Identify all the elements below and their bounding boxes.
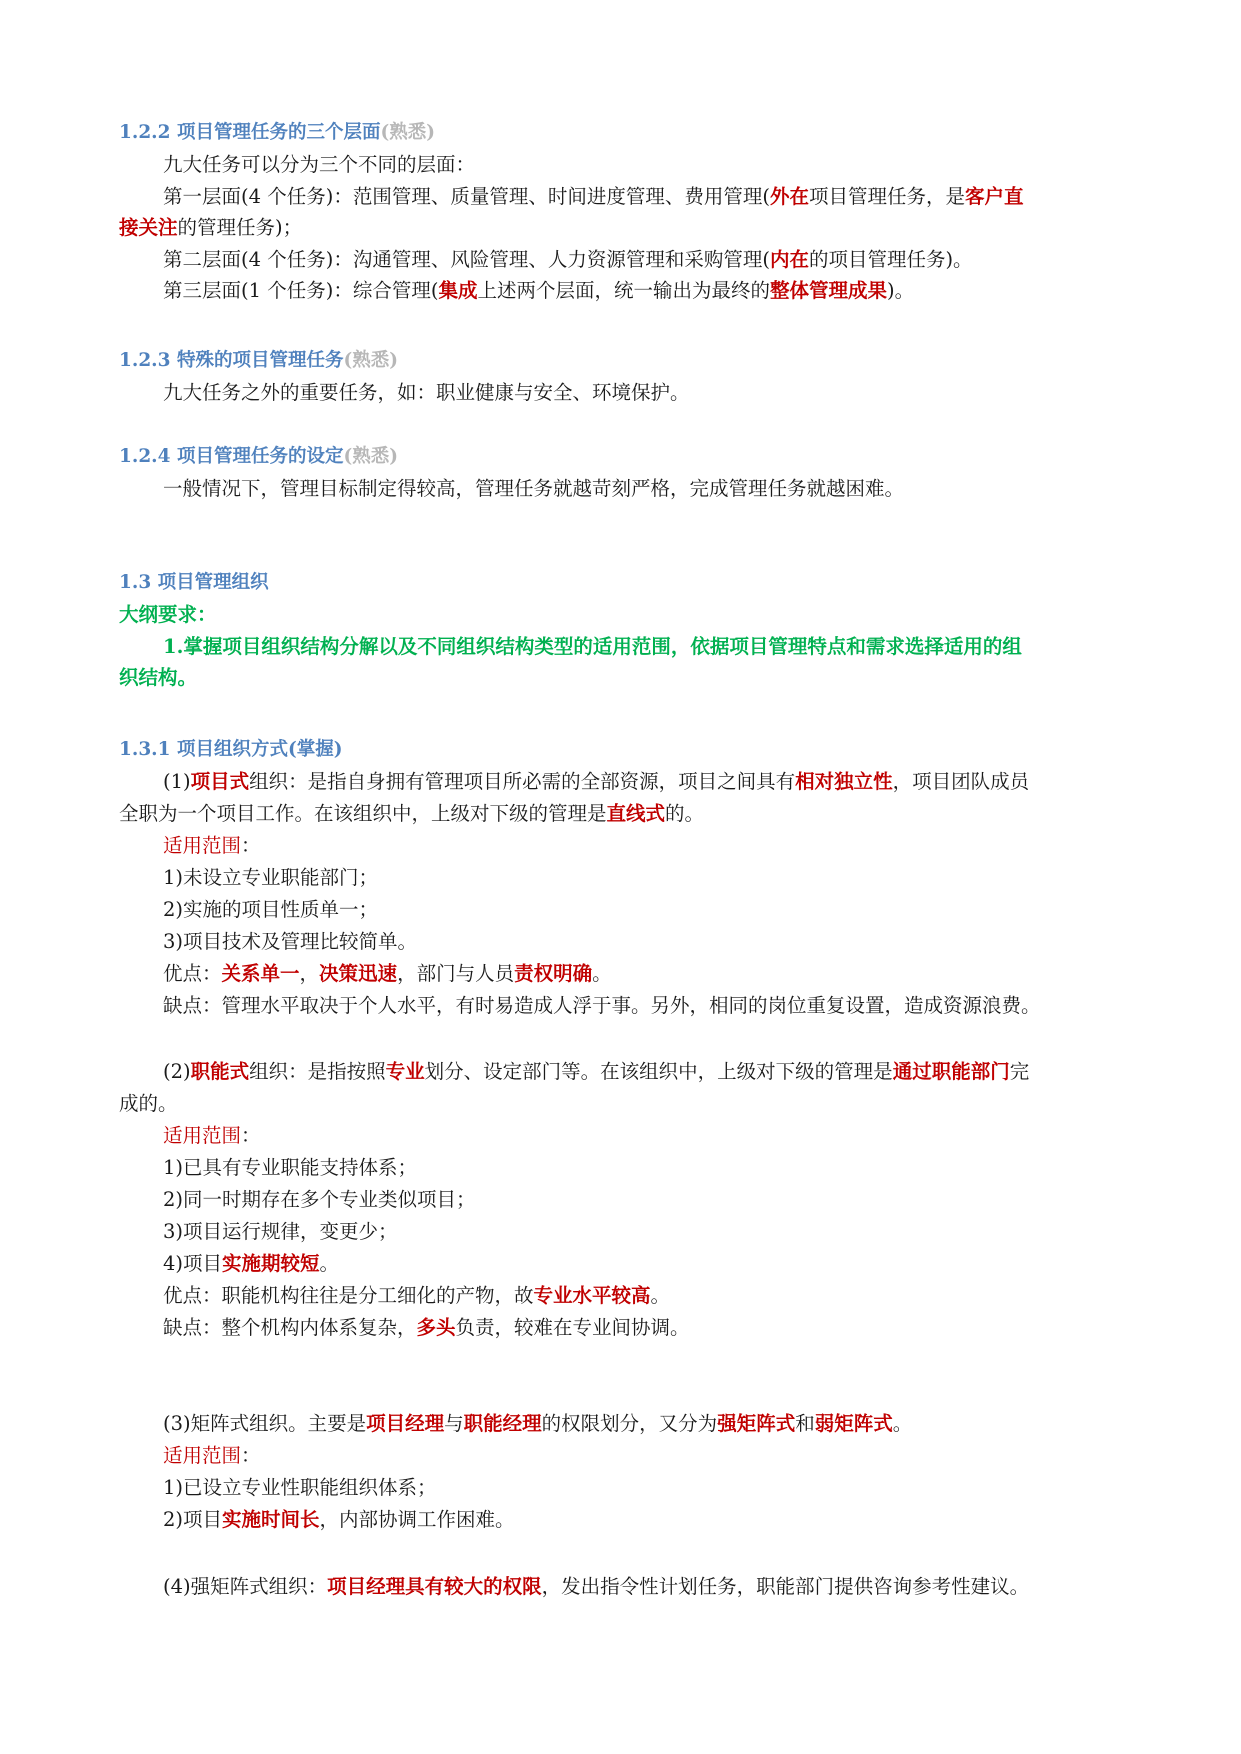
outline-requirement: 织结构。: [119, 666, 198, 689]
list-item: 2)实施的项目性质单一；: [163, 898, 379, 921]
section-heading-1-2-4: 1.2.4 项目管理任务的设定(熟悉): [119, 446, 398, 467]
scope-label: 适用范围：: [163, 834, 261, 857]
list-item: 3)项目技术及管理比较简单。: [163, 930, 418, 953]
paragraph: (2)职能式组织：是指按照专业划分、设定部门等。在该组织中，上级对下级的管理是通过职能部门完: [163, 1060, 1030, 1083]
paragraph: (1)项目式组织：是指自身拥有管理项目所必需的全部资源，项目之间具有相对独立性，项目团队成员: [163, 770, 1030, 793]
section-heading-1-2-3: 1.2.3 特殊的项目管理任务(熟悉): [119, 350, 398, 371]
scope-label: 适用范围：: [163, 1124, 261, 1147]
level-tag: (熟悉): [343, 350, 398, 371]
section-heading-1-3-1: 1.3.1 项目组织方式(掌握): [119, 739, 343, 760]
paragraph: (3)矩阵式组织。主要是项目经理与职能经理的权限划分，又分为强矩阵式和弱矩阵式。: [163, 1412, 913, 1435]
list-item: 4)项目实施期较短。: [163, 1252, 340, 1275]
paragraph: 接关注的管理任务)；: [119, 216, 303, 239]
level-tag: (掌握): [287, 739, 343, 760]
advantages: 优点：职能机构往往是分工细化的产物，故专业水平较高。: [163, 1284, 671, 1307]
paragraph: 成的。: [119, 1092, 178, 1115]
disadvantages: 缺点：整个机构内体系复杂，多头负责，较难在专业间协调。: [163, 1316, 690, 1339]
paragraph: 第三层面(1 个任务)：综合管理(集成上述两个层面，统一输出为最终的整体管理成果)。: [163, 279, 915, 302]
level-tag: (熟悉): [343, 446, 398, 467]
paragraph: 全职为一个项目工作。在该组织中，上级对下级的管理是直线式的。: [119, 802, 705, 825]
paragraph: 第一层面(4 个任务)：范围管理、质量管理、时间进度管理、费用管理(外在项目管理任务，是客户直: [163, 185, 1024, 208]
disadvantages: 缺点：管理水平取决于个人水平，有时易造成人浮于事。另外，相同的岗位重复设置，造成资源浪费。: [163, 994, 1041, 1017]
section-heading-1-2-2: 1.2.2 项目管理任务的三个层面(熟悉): [119, 122, 435, 143]
list-item: 2)项目实施时间长，内部协调工作困难。: [163, 1508, 515, 1531]
paragraph: 第二层面(4 个任务)：沟通管理、风险管理、人力资源管理和采购管理(内在的项目管理任务)。: [163, 248, 973, 271]
level-tag: (熟悉): [380, 122, 435, 143]
paragraph: (4)强矩阵式组织：项目经理具有较大的权限，发出指令性计划任务，职能部门提供咨询参考性建议。: [163, 1575, 1030, 1598]
list-item: 3)项目运行规律，变更少；: [163, 1220, 398, 1243]
scope-label: 适用范围：: [163, 1444, 261, 1467]
outline-requirement: 1.掌握项目组织结构分解以及不同组织结构类型的适用范围，依据项目管理特点和需求选择适用的组: [163, 635, 1022, 658]
list-item: 1)已设立专业性职能组织体系；: [163, 1476, 437, 1499]
advantages: 优点：关系单一，决策迅速，部门与人员责权明确。: [163, 962, 612, 985]
paragraph: 九大任务之外的重要任务，如：职业健康与安全、环境保护。: [163, 381, 690, 404]
outline-requirement-label: 大纲要求：: [119, 603, 217, 626]
list-item: 1)未设立专业职能部门；: [163, 866, 379, 889]
paragraph: 一般情况下，管理目标制定得较高，管理任务就越苛刻严格，完成管理任务就越困难。: [163, 477, 905, 500]
list-item: 1)已具有专业职能支持体系；: [163, 1156, 418, 1179]
paragraph: 九大任务可以分为三个不同的层面：: [163, 153, 476, 176]
section-heading-1-3: 1.3 项目管理组织: [119, 572, 269, 593]
list-item: 2)同一时期存在多个专业类似项目；: [163, 1188, 476, 1211]
